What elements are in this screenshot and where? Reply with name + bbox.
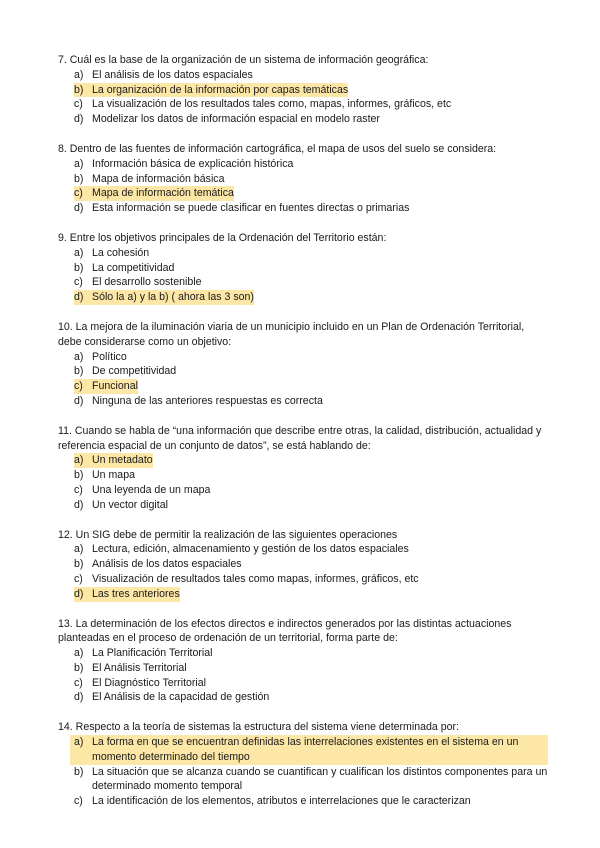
answer-text: La identificación de los elementos, atributos e interrelaciones que le caracterizan <box>92 795 471 808</box>
answer-list <box>58 157 548 216</box>
answer-letter: c) <box>74 187 83 200</box>
answer-letter: d) <box>74 113 84 126</box>
answer-letter: b) <box>74 261 84 274</box>
answer-text: La competitividad <box>92 261 175 274</box>
answer-option <box>70 735 548 765</box>
answer-letter: d) <box>74 291 84 304</box>
answer-text: La Planificación Territorial <box>92 647 213 660</box>
answer-letter: a) <box>74 350 84 363</box>
answer-option <box>58 690 548 705</box>
answer-text: Lectura, edición, almacenamiento y gestión de los datos espaciales <box>92 543 409 556</box>
answer-letter: a) <box>74 647 84 660</box>
answer-letter: c) <box>74 572 83 585</box>
question-12 <box>58 528 548 602</box>
answer-text: Sólo la a) y la b) ( ahora las 3 son) <box>92 291 254 304</box>
answer-letter: c) <box>74 276 83 289</box>
answer-letter: b) <box>74 661 84 674</box>
question-13 <box>58 617 548 706</box>
answer-letter: c) <box>74 98 83 111</box>
question-7 <box>58 53 548 127</box>
answer-letter: b) <box>74 469 84 482</box>
answer-list <box>58 542 548 601</box>
highlighted-answer <box>74 290 254 305</box>
answer-option <box>58 557 548 572</box>
question-text: 10. La mejora de la iluminación viaria de un municipio incluido en un Plan de Ordenación Territorial, debe considerarse como un objetivo: <box>58 320 525 348</box>
answer-text: El desarrollo sostenible <box>92 276 202 289</box>
answer-option <box>58 676 548 691</box>
answer-letter: c) <box>74 380 83 393</box>
answer-letter: d) <box>74 394 84 407</box>
answer-option <box>58 246 548 261</box>
answer-text: Una leyenda de un mapa <box>92 483 211 496</box>
answer-text: El Diagnóstico Territorial <box>92 676 207 689</box>
answer-option <box>58 587 548 602</box>
answer-list <box>58 350 548 409</box>
answer-letter: a) <box>74 157 84 170</box>
answer-letter: d) <box>74 587 84 600</box>
answer-option <box>58 453 548 468</box>
answer-text: La forma en que se encuentran definidas las interrelaciones existentes en el sistema en un momento determinado del tiempo <box>92 736 519 763</box>
answer-letter: c) <box>74 483 83 496</box>
answer-text: Ninguna de las anteriores respuestas es correcta <box>92 394 323 407</box>
question-text: 14. Respecto a la teoría de sistemas la estructura del sistema viene determinada por: <box>58 721 460 734</box>
answer-letter: a) <box>74 68 84 81</box>
answer-list <box>58 453 548 512</box>
answer-letter: a) <box>74 246 84 259</box>
answer-list <box>58 68 548 127</box>
answer-option <box>58 483 548 498</box>
answer-text: El Análisis de la capacidad de gestión <box>92 691 270 704</box>
answer-option <box>58 394 548 409</box>
answer-option <box>58 172 548 187</box>
answer-option <box>58 379 548 394</box>
answer-letter: b) <box>74 83 84 96</box>
answer-text: Un vector digital <box>92 498 168 511</box>
question-text: 9. Entre los objetivos principales de la Ordenación del Territorio están: <box>58 231 387 244</box>
answer-option <box>58 350 548 365</box>
answer-option <box>58 542 548 557</box>
answer-option <box>58 661 548 676</box>
answer-text: Un metadato <box>92 454 153 467</box>
question-text: 13. La determinación de los efectos directos e indirectos generados por las distintas actuaciones planteadas en el proceso de ordenación de un territorial, forma parte de: <box>58 617 512 645</box>
answer-letter: b) <box>74 558 84 571</box>
question-text: 12. Un SIG debe de permitir la realización de las siguientes operaciones <box>58 528 398 541</box>
answer-text: Visualización de resultados tales como mapas, informes, gráficos, etc <box>92 572 419 585</box>
answer-text: De competitividad <box>92 365 177 378</box>
answer-text: Información básica de explicación histórica <box>92 157 294 170</box>
question-text: 7. Cuál es la base de la organización de un sistema de información geográfica: <box>58 54 429 66</box>
answer-letter: b) <box>74 365 84 378</box>
answer-option <box>58 112 548 127</box>
question-11 <box>58 424 548 513</box>
answer-option <box>58 275 548 290</box>
answer-option <box>58 794 548 809</box>
highlighted-answer <box>74 379 138 394</box>
answer-letter: d) <box>74 202 84 215</box>
highlighted-answer <box>74 453 153 468</box>
question-text: 8. Dentro de las fuentes de información cartográfica, el mapa de usos del suelo se considera: <box>58 142 497 155</box>
answer-text: La visualización de los resultados tales como, mapas, informes, gráficos, etc <box>92 98 452 111</box>
document-page <box>58 53 548 824</box>
answer-option <box>58 157 548 172</box>
answer-option <box>58 68 548 83</box>
answer-letter: b) <box>74 172 84 185</box>
answer-option <box>58 83 548 98</box>
answer-text: Mapa de información temática <box>92 187 234 200</box>
answer-text: Mapa de información básica <box>92 172 225 185</box>
question-text: 11. Cuando se habla de “una información que describe entre otras, la calidad, distribución, actualidad y referencia espacial de un conjunto de datos”, se está hablando de: <box>58 424 542 452</box>
answer-option <box>58 364 548 379</box>
answer-text: Político <box>92 350 127 363</box>
highlighted-answer <box>74 186 234 201</box>
question-8 <box>58 142 548 216</box>
answer-list <box>58 246 548 305</box>
answer-text: La cohesión <box>92 246 150 259</box>
answer-text: Modelizar los datos de información espacial en modelo raster <box>92 113 380 126</box>
question-10 <box>58 320 548 409</box>
answer-text: El Análisis Territorial <box>92 661 187 674</box>
answer-letter: a) <box>74 543 84 556</box>
answer-letter: d) <box>74 691 84 704</box>
answer-option <box>58 97 548 112</box>
answer-option <box>58 468 548 483</box>
answer-option <box>58 572 548 587</box>
answer-letter: c) <box>74 795 83 808</box>
answer-letter: b) <box>74 765 84 778</box>
answer-list <box>58 735 548 809</box>
answer-text: Funcional <box>92 380 138 393</box>
answer-text: Un mapa <box>92 469 135 482</box>
answer-option <box>58 290 548 305</box>
answer-letter: a) <box>74 454 84 467</box>
highlighted-answer <box>74 83 348 98</box>
answer-option <box>58 498 548 513</box>
answer-text: Esta información se puede clasificar en fuentes directas o primarias <box>92 202 410 215</box>
answer-option <box>58 646 548 661</box>
answer-text: La situación que se alcanza cuando se cuantifican y cualifican los distintos componentes para un determinado momento temporal <box>92 765 548 793</box>
answer-list <box>58 646 548 705</box>
answer-text: El análisis de los datos espaciales <box>92 68 253 81</box>
answer-option <box>58 201 548 216</box>
highlighted-answer <box>74 587 180 602</box>
answer-option <box>58 261 548 276</box>
answer-option <box>58 186 548 201</box>
answer-option <box>58 765 548 795</box>
question-9 <box>58 231 548 305</box>
answer-text: La organización de la información por capas temáticas <box>92 83 349 96</box>
answer-letter: a) <box>74 736 84 749</box>
answer-letter: d) <box>74 498 84 511</box>
question-14 <box>58 720 548 809</box>
answer-text: Las tres anteriores <box>92 587 180 600</box>
answer-letter: c) <box>74 676 83 689</box>
answer-text: Análisis de los datos espaciales <box>92 558 242 571</box>
